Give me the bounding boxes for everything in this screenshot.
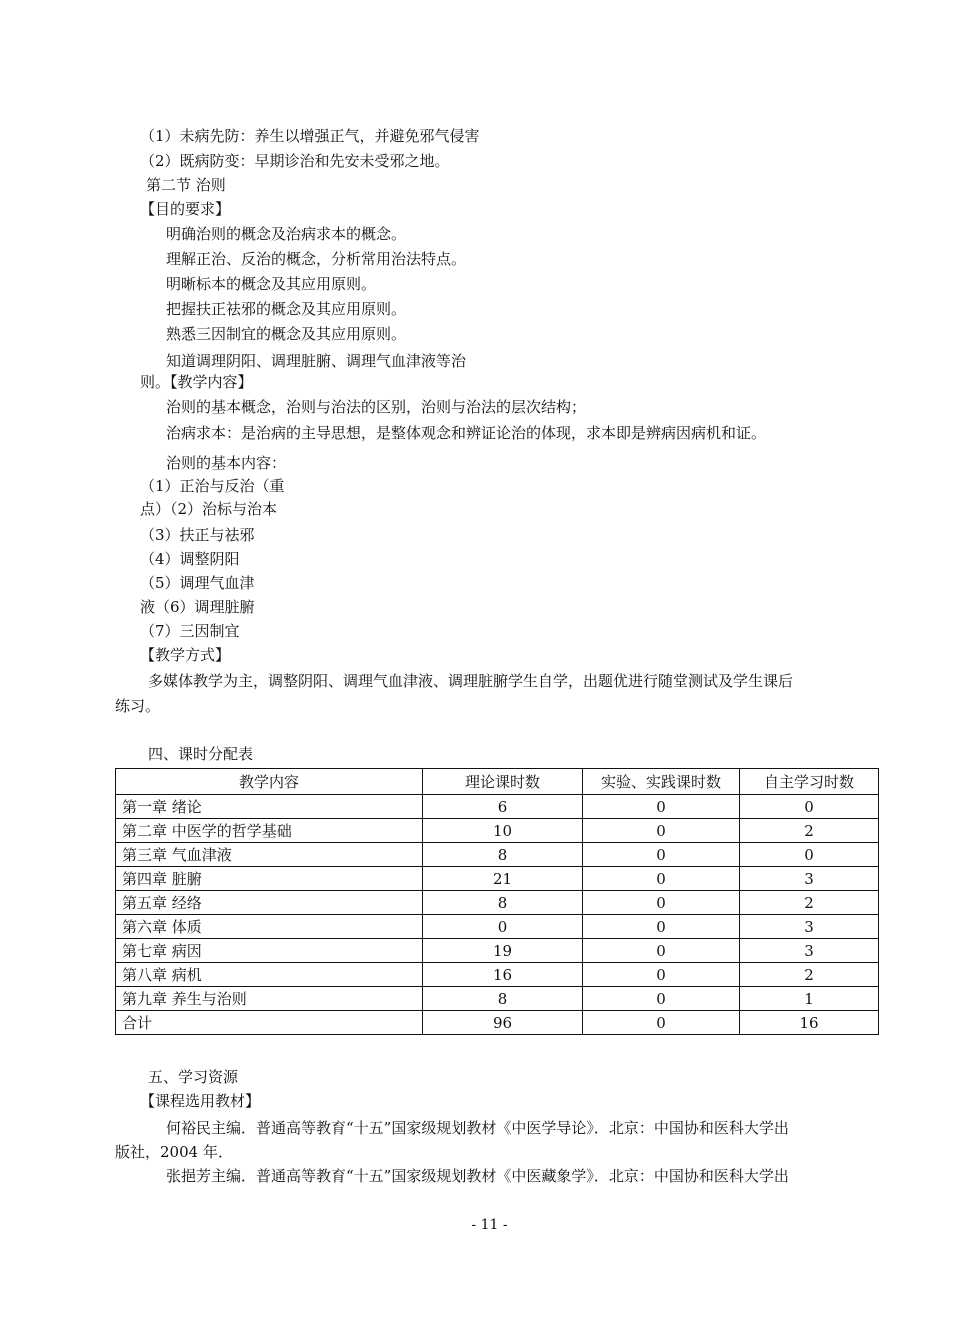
principle-item: 点）（2）治标与治本	[140, 500, 278, 518]
table-cell: 0	[740, 843, 879, 867]
goals-heading: 【目的要求】	[140, 200, 231, 218]
table-row	[116, 939, 879, 963]
table-cell: 第四章 脏腑	[116, 867, 423, 891]
table-cell: 1	[740, 987, 879, 1011]
table-cell: 3	[740, 867, 879, 891]
table-cell: 8	[423, 987, 583, 1011]
principle-item: （1）正治与反治（重	[140, 477, 285, 495]
header-cell: 自主学习时数	[740, 769, 879, 795]
table-header-row	[116, 769, 879, 795]
table-cell: 96	[423, 1011, 583, 1035]
method-heading: 【教学方式】	[140, 646, 231, 664]
goal-item: 把握扶正祛邪的概念及其应用原则。	[166, 300, 407, 318]
table-cell: 第六章 体质	[116, 915, 423, 939]
principle-item: 液（6）调理脏腑	[140, 598, 255, 616]
table-cell: 3	[740, 915, 879, 939]
prevention-line-1: （1）未病先防：养生以增强正气，并避免邪气侵害	[140, 127, 480, 145]
principle-item: （7）三因制宜	[140, 622, 240, 640]
table-cell: 合计	[116, 1011, 423, 1035]
table-cell: 16	[740, 1011, 879, 1035]
table-cell: 19	[423, 939, 583, 963]
table-cell: 0	[583, 1011, 740, 1035]
table-cell: 2	[740, 963, 879, 987]
method-line: 多媒体教学为主，调整阴阳、调理气血津液、调理脏腑学生自学，出题优进行随堂测试及学生课后	[148, 672, 794, 690]
method-line: 练习。	[115, 697, 161, 715]
table-cell: 0	[583, 939, 740, 963]
section-heading: 第二节 治则	[146, 176, 226, 194]
table-cell: 第五章 经络	[116, 891, 423, 915]
table-row	[116, 819, 879, 843]
goal-item: 明确治则的概念及治病求本的概念。	[166, 225, 407, 243]
reference-line: 版社，2004 年．	[115, 1143, 233, 1161]
table-cell: 0	[583, 843, 740, 867]
table-total-row	[116, 1011, 879, 1035]
table-cell: 0	[583, 891, 740, 915]
table-cell: 6	[423, 795, 583, 819]
table-row	[116, 963, 879, 987]
content-line: 治病求本：是治病的主导思想，是整体观念和辨证论治的体现，求本即是辨病因病机和证。	[166, 424, 767, 442]
table-row	[116, 843, 879, 867]
reference-line: 何裕民主编．普通高等教育“十五”国家级规划教材《中医学导论》．北京：中国协和医科大学出	[166, 1119, 789, 1137]
hours-table	[115, 768, 879, 1035]
header-cell: 理论课时数	[423, 769, 583, 795]
header-cell: 实验、实践课时数	[583, 769, 740, 795]
table-cell: 第二章 中医学的哲学基础	[116, 819, 423, 843]
table-cell: 2	[740, 891, 879, 915]
table-cell: 0	[583, 867, 740, 891]
principle-item: （5）调理气血津	[140, 574, 255, 592]
reference-line: 张挹芳主编．普通高等教育“十五”国家级规划教材《中医藏象学》．北京：中国协和医科大学出	[166, 1167, 789, 1185]
goal-item: 知道调理阴阳、调理脏腑、调理气血津液等治	[166, 352, 467, 370]
content-line: 治则的基本概念，治则与治法的区别，治则与治法的层次结构；	[166, 398, 587, 416]
principle-item: （4）调整阴阳	[140, 550, 240, 568]
table-cell: 0	[583, 915, 740, 939]
table-row	[116, 891, 879, 915]
table-cell: 0	[583, 987, 740, 1011]
table-cell: 21	[423, 867, 583, 891]
table-cell: 0	[583, 795, 740, 819]
table-cell: 8	[423, 891, 583, 915]
table-cell: 16	[423, 963, 583, 987]
content-line: 治则的基本内容：	[166, 454, 287, 472]
table-row	[116, 867, 879, 891]
table-cell: 10	[423, 819, 583, 843]
table-cell: 8	[423, 843, 583, 867]
goal-item: 理解正治、反治的概念，分析常用治法特点。	[166, 250, 467, 268]
table-row	[116, 987, 879, 1011]
table-cell: 第三章 气血津液	[116, 843, 423, 867]
textbook-heading: 【课程选用教材】	[140, 1092, 261, 1110]
table-cell: 0	[423, 915, 583, 939]
page-number: - 11 -	[471, 1217, 508, 1233]
table-cell: 第九章 养生与治则	[116, 987, 423, 1011]
principle-item: （3）扶正与祛邪	[140, 526, 255, 544]
table-cell: 0	[583, 963, 740, 987]
table-cell: 2	[740, 819, 879, 843]
table-cell: 3	[740, 939, 879, 963]
goal-item: 熟悉三因制宜的概念及其应用原则。	[166, 325, 407, 343]
resources-heading: 五、学习资源	[148, 1068, 239, 1086]
hours-table-heading: 四、课时分配表	[148, 745, 254, 763]
table-cell: 0	[583, 819, 740, 843]
goal-wrap-and-content-heading: 则。【教学内容】	[140, 373, 253, 391]
table-cell: 第一章 绪论	[116, 795, 423, 819]
table-cell: 0	[740, 795, 879, 819]
table-row	[116, 915, 879, 939]
table-cell: 第八章 病机	[116, 963, 423, 987]
header-cell: 教学内容	[116, 769, 423, 795]
goal-item: 明晰标本的概念及其应用原则。	[166, 275, 377, 293]
prevention-line-2: （2）既病防变：早期诊治和先安未受邪之地。	[140, 152, 450, 170]
table-row	[116, 795, 879, 819]
table-cell: 第七章 病因	[116, 939, 423, 963]
